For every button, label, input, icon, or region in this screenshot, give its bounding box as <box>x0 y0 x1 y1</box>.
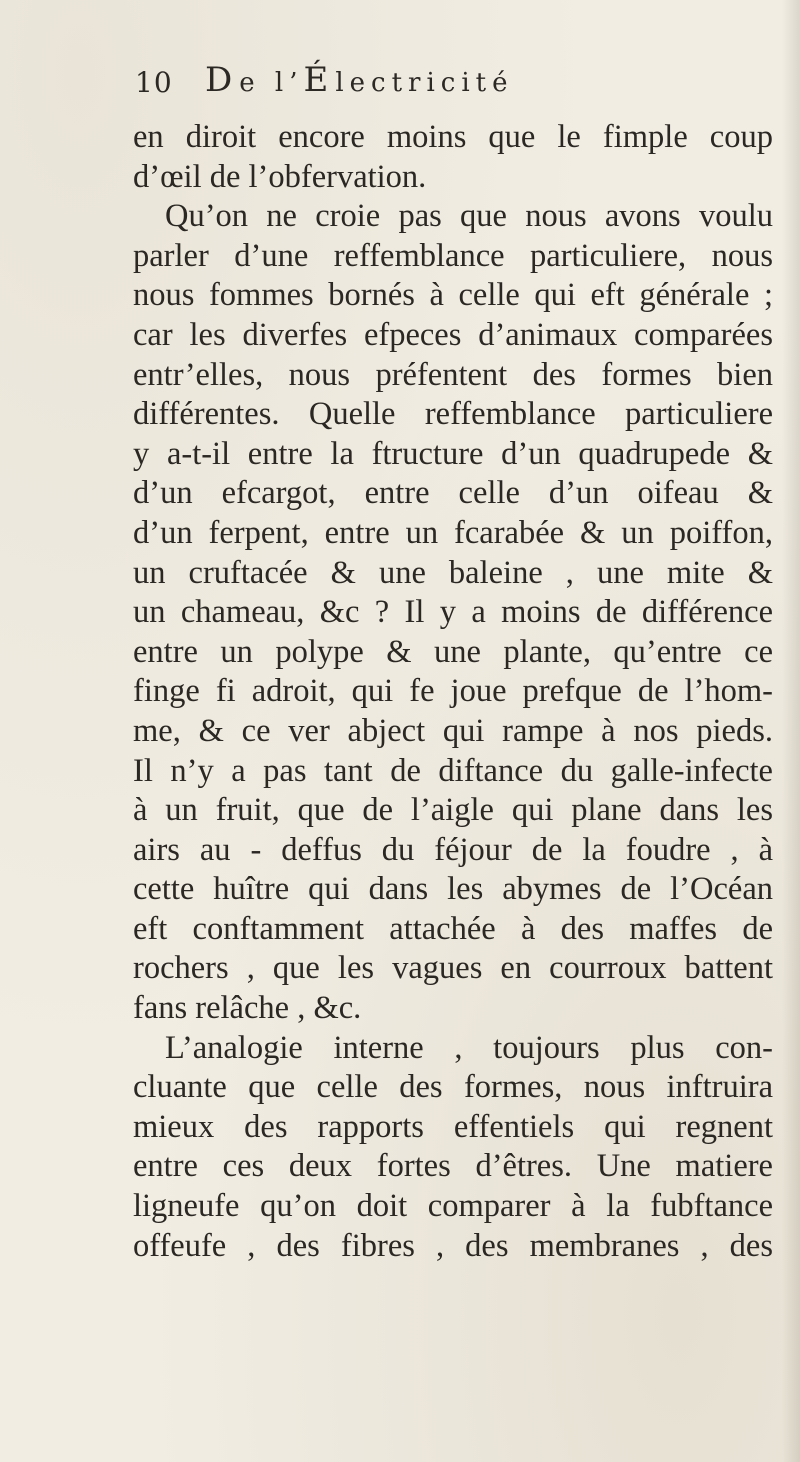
text-line: entre un polype & une plante, qu’entre ce <box>133 633 773 670</box>
text-line: rochers , que les vagues en courroux battent <box>133 950 773 987</box>
text-line: mieux des rapports effentiels qui regnent <box>133 1108 773 1145</box>
running-title <box>205 60 514 100</box>
text-line: cette huître qui dans les abymes de l’Océan <box>133 871 773 908</box>
text-line: différentes. Quelle reffemblance particuliere <box>133 396 773 433</box>
text-line: en diroit encore moins que le fimple coup <box>133 119 773 155</box>
text-line: nous fommes bornés à celle qui eft générale ; <box>133 277 773 314</box>
running-title-part-2: lectricité <box>335 68 514 98</box>
body-text <box>133 118 773 1266</box>
text-line: eft conftamment attachée à des maffes de <box>133 910 773 947</box>
running-title-part-1: e l’ <box>239 68 304 98</box>
text-line: L’analogie interne , toujours plus con- <box>165 1029 773 1066</box>
text-line: fans relâche , &c. <box>133 990 362 1027</box>
running-title-initial-2: É <box>303 60 336 100</box>
page-edge-shadow <box>782 0 800 1462</box>
text-line: d’un ferpent, entre un fcarabée & un poiffon, <box>133 514 773 551</box>
text-line: me, & ce ver abject qui rampe à nos pieds. <box>133 712 773 749</box>
text-line: à un fruit, que de l’aigle qui plane dans les <box>133 792 773 829</box>
text-line: ligneufe qu’on doit comparer à la fubftance <box>133 1188 773 1225</box>
text-line: d’un efcargot, entre celle d’un oifeau & <box>133 475 773 512</box>
running-title-initial: D <box>205 60 240 100</box>
text-line: Qu’on ne croie pas que nous avons voulu <box>165 198 773 235</box>
text-line: un chameau, &c ? Il y a moins de différence <box>133 594 773 631</box>
text-line: offeufe , des fibres , des membranes , des <box>133 1227 773 1264</box>
text-line: car les diverfes efpeces d’animaux comparées <box>133 316 773 353</box>
text-line: airs au - deffus du féjour de la foudre , à <box>133 831 773 868</box>
page-number: 10 <box>135 66 173 99</box>
text-line: entr’elles, nous préfentent des formes bien <box>133 356 773 393</box>
text-line: cluante que celle des formes, nous inftruira <box>133 1069 773 1106</box>
text-line: parler d’une reffemblance particuliere, nous <box>133 237 773 274</box>
text-line: entre ces deux fortes d’êtres. Une matiere <box>133 1148 773 1185</box>
text-line: finge fi adroit, qui fe joue prefque de l’hom- <box>133 673 773 710</box>
page-header <box>135 60 775 110</box>
text-line: un cruftacée & une baleine , une mite & <box>133 554 773 591</box>
text-line: y a-t-il entre la ftructure d’un quadrupede & <box>133 435 773 472</box>
text-line: Il n’y a pas tant de diftance du galle-infecte <box>133 752 773 789</box>
text-line: d’œil de l’obfervation. <box>133 158 427 195</box>
